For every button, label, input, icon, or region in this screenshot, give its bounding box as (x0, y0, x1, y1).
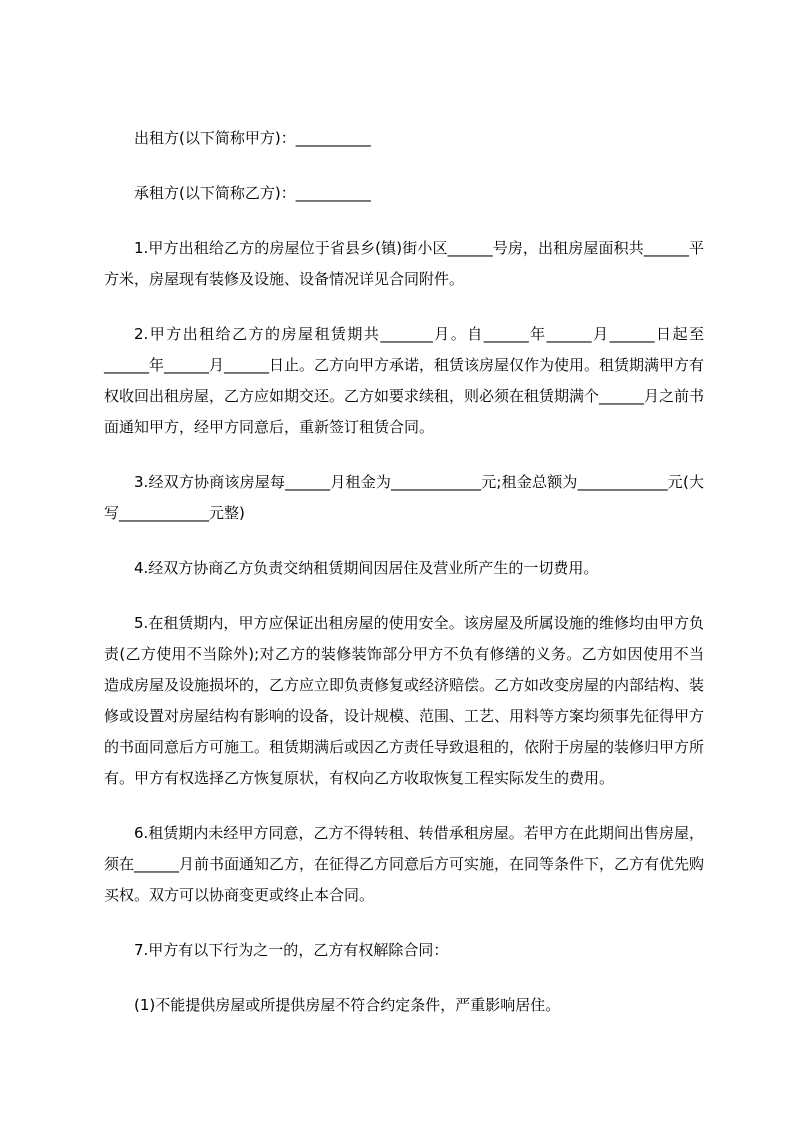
clause-1: 1.甲方出租给乙方的房屋位于省县乡(镇)街小区______号房，出租房屋面积共______平方米，房屋现有装修及设施、设备情况详见合同附件。 (104, 239, 704, 288)
clause-5: 5.在租赁期内，甲方应保证出租房屋的使用安全。该房屋及所属设施的维修均由甲方负责(乙方使用不当除外);对乙方的装修装饰部分甲方不负有修缮的义务。乙方如因使用不当造成房屋及设施损坏的，乙方应立即负责修复或经济赔偿。乙方如改变房屋的内部结构、装修或设置对房屋结构有影响的设备，设计规模、范围、工艺、用料等方案均须事先征得甲方的书面同意后方可施工。租赁期满后或因乙方责任导致退租的，依附于房屋的装修归甲方所有。甲方有权选择乙方恢复原状，有权向乙方收取恢复工程实际发生的费用。 (104, 614, 705, 787)
lessee-line: 承租方(以下简称乙方)：__________ (134, 184, 371, 202)
clause-6: 6.租赁期内未经甲方同意，乙方不得转租、转借承租房屋。若甲方在此期间出售房屋，须在______月前书面通知乙方，在征得乙方同意后方可实施，在同等条件下，乙方有优先购买权。双方可以协商变更或终止本合同。 (104, 824, 705, 904)
lessor-line: 出租方(以下简称甲方)：__________ (134, 129, 371, 147)
contract-body (104, 123, 704, 1045)
clause-7-item-1: (1)不能提供房屋或所提供房屋不符合约定条件，严重影响居住。 (134, 996, 561, 1014)
clause-3: 3.经双方协商该房屋每______月租金为____________元;租金总额为____________元(大写____________元整) (104, 473, 704, 522)
clause-2: 2.甲方出租给乙方的房屋租赁期共_______月。自______年______月______日起至______年______月______日止。乙方向甲方承诺，租赁该房屋仅作为使用。租赁期满甲方有权收回出租房屋，乙方应如期交还。乙方如要求续租，则必须在租赁期满个______月之前书面通知甲方，经甲方同意后，重新签订租赁合同。 (104, 325, 705, 436)
clause-4: 4.经双方协商乙方负责交纳租赁期间因居住及营业所产生的一切费用。 (134, 559, 599, 577)
clause-7: 7.甲方有以下行为之一的，乙方有权解除合同： (134, 941, 449, 959)
